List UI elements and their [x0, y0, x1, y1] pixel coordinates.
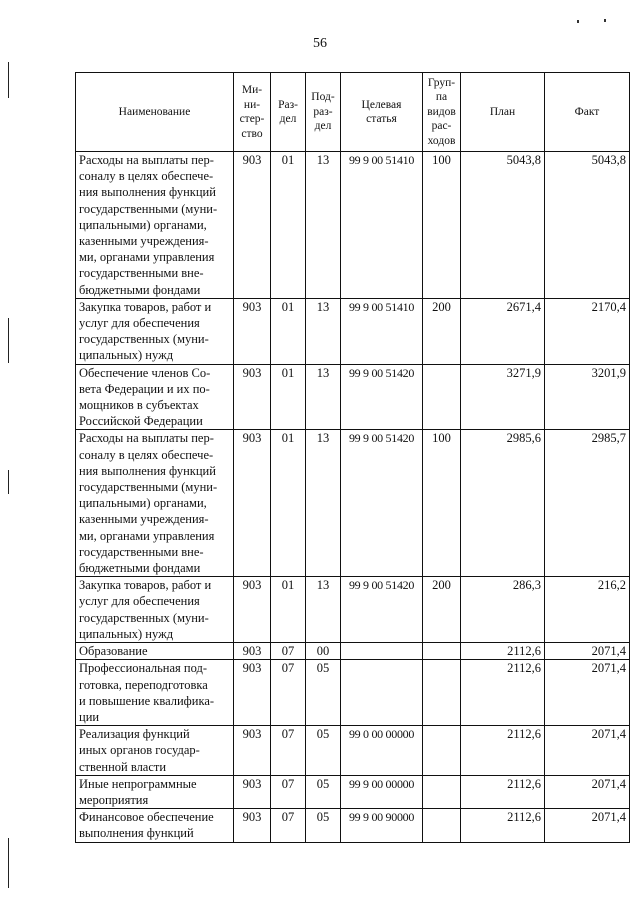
- row-section: 01: [271, 577, 306, 643]
- row-section: 01: [271, 430, 306, 577]
- row-name: Обеспечение членов Со- вета Федерации и их по- мощников в субъектах Российской Федерации: [76, 364, 234, 430]
- row-subsection: 13: [306, 577, 341, 643]
- row-plan: 286,3: [461, 577, 545, 643]
- row-fact: 5043,8: [545, 152, 630, 299]
- row-section: 07: [271, 660, 306, 726]
- row-plan: 2112,6: [461, 726, 545, 776]
- row-target: 99 9 00 51420: [341, 364, 423, 430]
- table-row: [76, 430, 630, 577]
- column-header-subsection: Под- раз- дел: [306, 73, 341, 152]
- row-ministry: 903: [234, 726, 271, 776]
- row-group: [423, 726, 461, 776]
- row-ministry: 903: [234, 809, 271, 842]
- row-plan: 2112,6: [461, 775, 545, 808]
- table-row: [76, 577, 630, 643]
- row-section: 01: [271, 364, 306, 430]
- left-margin-mark: [8, 62, 9, 98]
- row-name: Реализация функций иных органов государ- ственной власти: [76, 726, 234, 776]
- row-subsection: 05: [306, 660, 341, 726]
- row-fact: 2071,4: [545, 809, 630, 842]
- left-margin-mark: [8, 838, 9, 888]
- column-header-plan: План: [461, 73, 545, 152]
- row-group: [423, 809, 461, 842]
- column-header-group: Груп- па видов рас- ходов: [423, 73, 461, 152]
- row-plan: 5043,8: [461, 152, 545, 299]
- row-plan: 2112,6: [461, 660, 545, 726]
- row-section: 07: [271, 726, 306, 776]
- row-target: 99 9 00 00000: [341, 775, 423, 808]
- budget-table: [75, 72, 630, 843]
- column-header-name: Наименование: [76, 73, 234, 152]
- row-fact: 2071,4: [545, 775, 630, 808]
- row-plan: 2985,6: [461, 430, 545, 577]
- column-header-section: Раз- дел: [271, 73, 306, 152]
- row-subsection: 00: [306, 643, 341, 660]
- row-plan: 2112,6: [461, 643, 545, 660]
- table-row: [76, 643, 630, 660]
- table-row: [76, 775, 630, 808]
- row-ministry: 903: [234, 152, 271, 299]
- row-fact: 2985,7: [545, 430, 630, 577]
- row-target: 99 0 00 00000: [341, 726, 423, 776]
- row-subsection: 05: [306, 809, 341, 842]
- row-ministry: 903: [234, 577, 271, 643]
- row-plan: 3271,9: [461, 364, 545, 430]
- table-row: [76, 809, 630, 842]
- row-target: 99 9 00 51410: [341, 152, 423, 299]
- row-subsection: 13: [306, 430, 341, 577]
- row-target: 99 9 00 51420: [341, 430, 423, 577]
- scan-artifact: [604, 19, 606, 22]
- left-margin-mark: [8, 318, 9, 363]
- table-row: [76, 298, 630, 364]
- row-group: 200: [423, 298, 461, 364]
- row-group: 100: [423, 152, 461, 299]
- row-section: 01: [271, 298, 306, 364]
- row-group: [423, 775, 461, 808]
- row-target: [341, 660, 423, 726]
- column-header-target: Целевая статья: [341, 73, 423, 152]
- row-ministry: 903: [234, 298, 271, 364]
- row-fact: 2170,4: [545, 298, 630, 364]
- row-subsection: 13: [306, 298, 341, 364]
- row-ministry: 903: [234, 775, 271, 808]
- page-number: 56: [313, 36, 327, 51]
- row-target: 99 9 00 51410: [341, 298, 423, 364]
- row-fact: 2071,4: [545, 726, 630, 776]
- row-subsection: 05: [306, 726, 341, 776]
- row-section: 07: [271, 809, 306, 842]
- row-target: 99 9 00 90000: [341, 809, 423, 842]
- row-subsection: 13: [306, 364, 341, 430]
- row-name: Закупка товаров, работ и услуг для обеспечения государственных (муни- ципальных) нужд: [76, 577, 234, 643]
- row-group: 200: [423, 577, 461, 643]
- row-name: Финансовое обеспечение выполнения функций: [76, 809, 234, 842]
- table-row: [76, 152, 630, 299]
- row-section: 01: [271, 152, 306, 299]
- row-target: [341, 643, 423, 660]
- row-plan: 2671,4: [461, 298, 545, 364]
- row-group: [423, 643, 461, 660]
- scan-artifact: [577, 20, 579, 23]
- row-name: Образование: [76, 643, 234, 660]
- row-ministry: 903: [234, 643, 271, 660]
- row-name: Закупка товаров, работ и услуг для обеспечения государственных (муни- ципальных) нужд: [76, 298, 234, 364]
- row-fact: 2071,4: [545, 643, 630, 660]
- row-target: 99 9 00 51420: [341, 577, 423, 643]
- row-fact: 3201,9: [545, 364, 630, 430]
- row-fact: 216,2: [545, 577, 630, 643]
- row-subsection: 05: [306, 775, 341, 808]
- row-ministry: 903: [234, 430, 271, 577]
- row-group: 100: [423, 430, 461, 577]
- row-section: 07: [271, 775, 306, 808]
- row-name: Профессиональная под- готовка, переподготовка и повышение квалифика- ции: [76, 660, 234, 726]
- row-ministry: 903: [234, 364, 271, 430]
- row-fact: 2071,4: [545, 660, 630, 726]
- left-margin-mark: [8, 470, 9, 494]
- row-section: 07: [271, 643, 306, 660]
- row-name: Иные непрограммные мероприятия: [76, 775, 234, 808]
- table-row: [76, 660, 630, 726]
- table-row: [76, 364, 630, 430]
- row-name: Расходы на выплаты пер- соналу в целях обеспече- ния выполнения функций государственными (муни- ципальными) органами, казенными учреждения- ми, органами управления государственными вне- бюджетными фондами: [76, 152, 234, 299]
- row-group: [423, 364, 461, 430]
- row-group: [423, 660, 461, 726]
- row-name: Расходы на выплаты пер- соналу в целях обеспече- ния выполнения функций государственными (муни- ципальными) органами, казенными учреждения- ми, органами управления государственными вне- бюджетными фондами: [76, 430, 234, 577]
- row-ministry: 903: [234, 660, 271, 726]
- row-subsection: 13: [306, 152, 341, 299]
- table-header-row: [76, 73, 630, 152]
- column-header-fact: Факт: [545, 73, 630, 152]
- row-plan: 2112,6: [461, 809, 545, 842]
- column-header-ministry: Ми- ни- стер- ство: [234, 73, 271, 152]
- table-row: [76, 726, 630, 776]
